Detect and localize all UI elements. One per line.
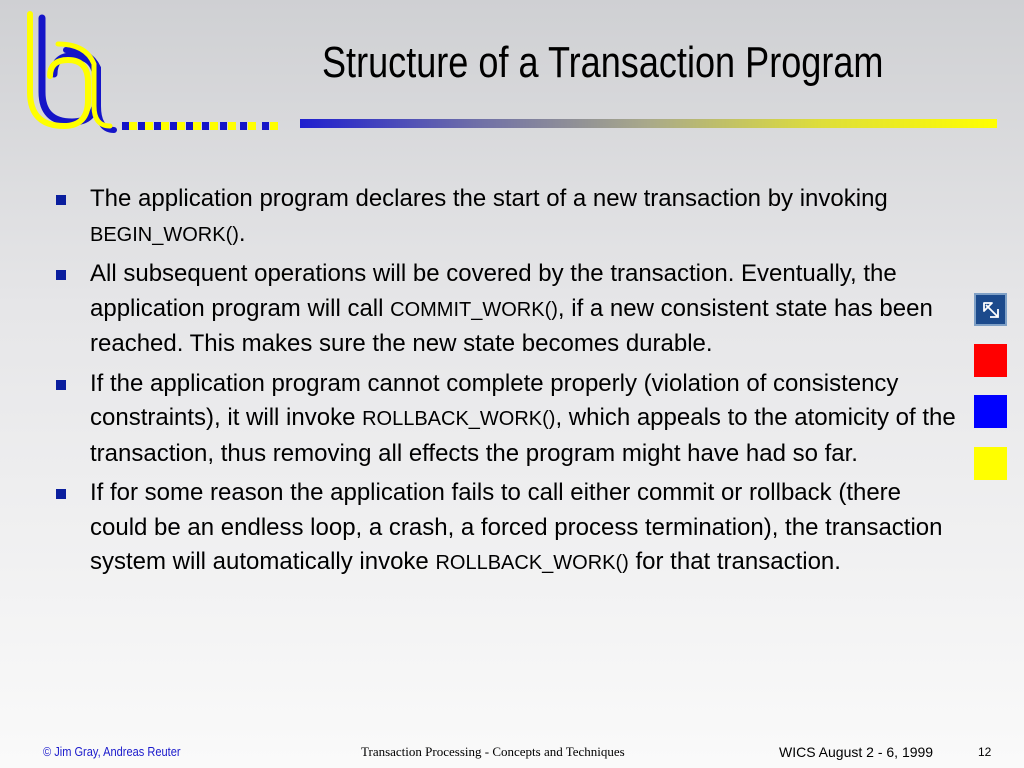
bullet-item	[56, 257, 956, 362]
bullet-text: .	[238, 219, 246, 247]
bullet-item	[56, 476, 956, 581]
bullet-square-icon	[56, 195, 66, 205]
footer-page-number: 12	[978, 745, 992, 759]
bullet-item	[56, 367, 956, 472]
bullet-square-icon	[56, 270, 66, 280]
hyperlink-button[interactable]	[974, 293, 1007, 326]
bullet-list	[56, 182, 956, 586]
footer-event: WICS August 2 - 6, 1999	[779, 744, 934, 760]
bullet-text: If the application program cannot complete properly (violation of consistency constraints), it will invoke	[90, 369, 899, 431]
bullet-code-text: ROLLBACK_WORK()	[435, 552, 629, 574]
bullet-code-text: BEGIN_WORK()	[90, 223, 239, 246]
nav-red-square-button[interactable]	[974, 344, 1007, 377]
nav-blue-square-button[interactable]	[974, 395, 1007, 428]
bullet-text: The application program declares the start of a new transaction by invoking	[90, 185, 888, 212]
bullet-text: , which appeals to the atomicity of the transaction, thus removing all effects the program might have had so far.	[90, 404, 956, 467]
bullet-text: for that transaction.	[628, 548, 841, 575]
slide-title: Structure of a Transaction Program	[321, 38, 884, 87]
bullet-text: If for some reason the application fails to call either commit or rollback (there could be an endless loop, a crash, a forced process termination), the transaction system will automatically invoke	[90, 479, 943, 575]
bullet-text: , if a new consistent state has been reached. This makes sure the new state becomes durable.	[90, 294, 933, 357]
bullet-code-text: COMMIT_WORK()	[390, 298, 558, 321]
bullet-square-icon	[56, 380, 66, 390]
nav-yellow-square-button[interactable]	[974, 447, 1007, 480]
hyperlink-arrow-icon	[980, 299, 1002, 321]
bullet-code-text: ROLLBACK_WORK()	[362, 408, 556, 430]
footer-copyright: © Jim Gray, Andreas Reuter	[43, 744, 181, 759]
bullet-text: All subsequent operations will be covered by the transaction. Eventually, the application program will call	[90, 260, 897, 322]
footer-course: Transaction Processing - Concepts and Techniques	[361, 744, 625, 759]
bullet-square-icon	[56, 489, 66, 499]
bullet-item	[56, 182, 956, 252]
title-gradient-bar	[300, 119, 997, 128]
